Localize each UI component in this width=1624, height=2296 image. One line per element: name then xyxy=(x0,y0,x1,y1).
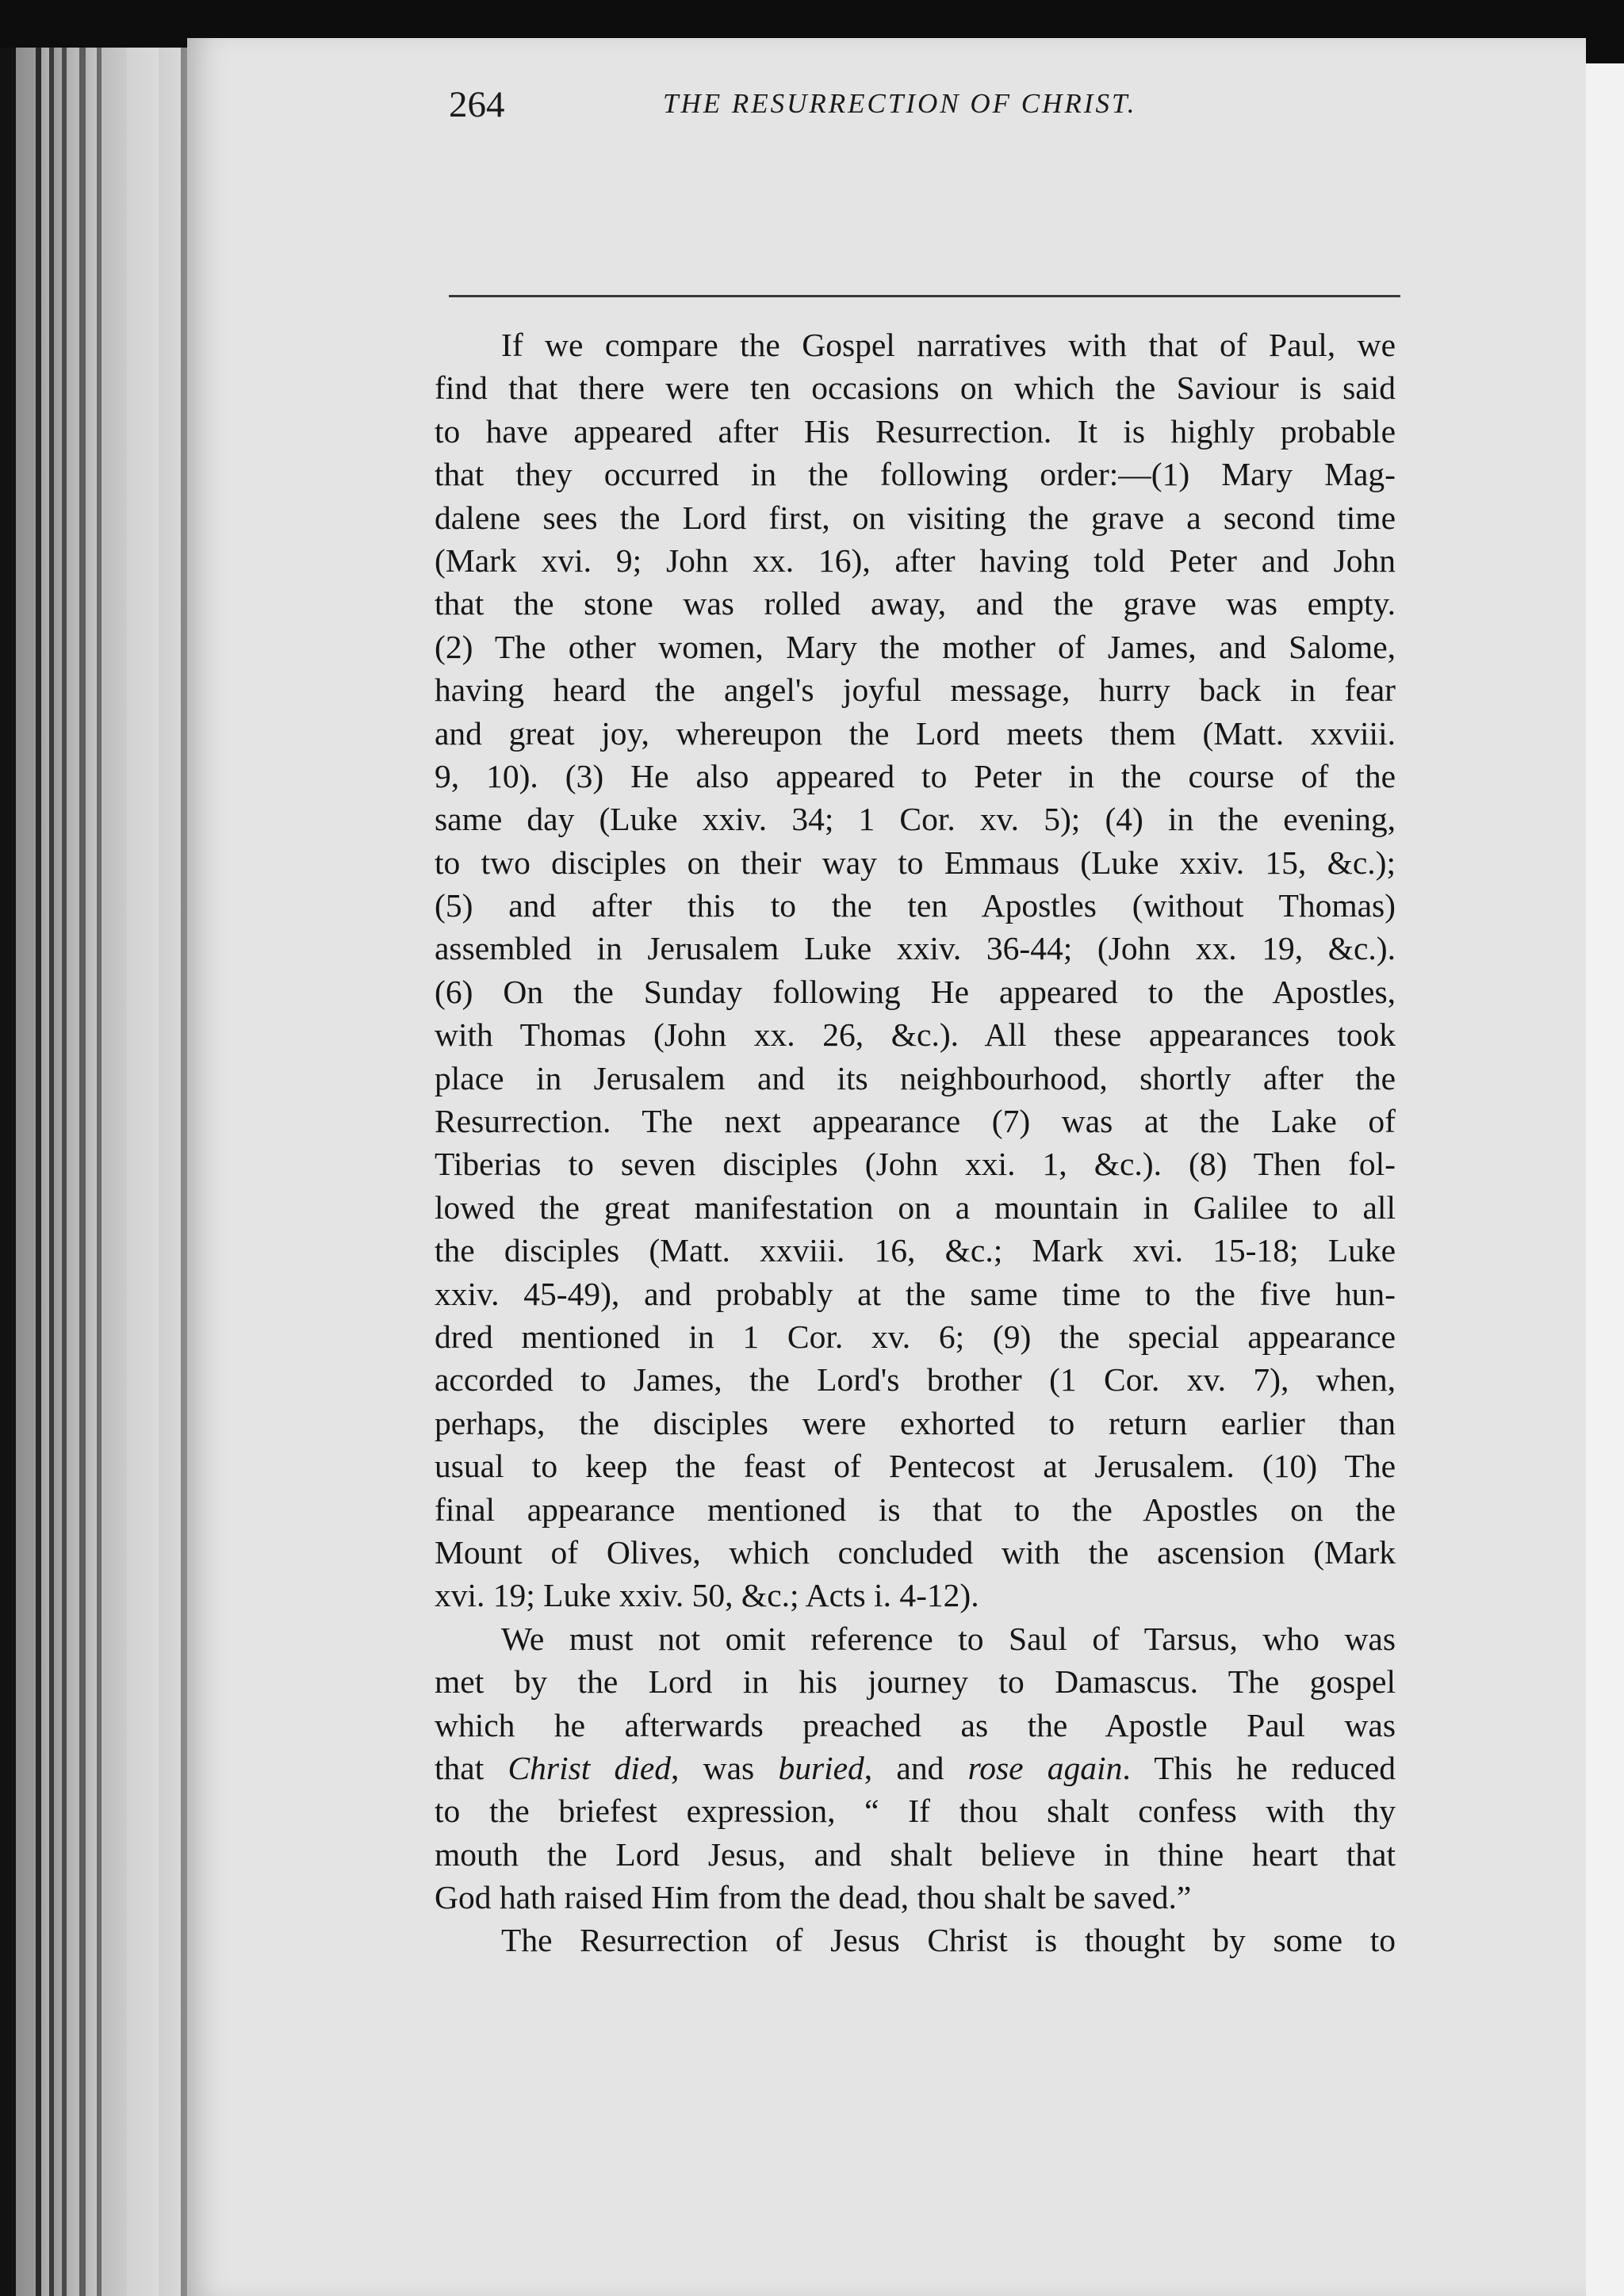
text-run: , was xyxy=(671,1749,779,1786)
text-line: (Mark xvi. 9; John xx. 16), after having told Peter and John xyxy=(435,541,1396,579)
text-line: dred mentioned in 1 Cor. xv. 6; (9) the special appearance xyxy=(435,1318,1396,1355)
text-line: and great joy, whereupon the Lord meets them (Matt. xxviii. xyxy=(435,714,1396,752)
text-line: find that there were ten occasions on which the Saviour is said xyxy=(435,369,1396,407)
text-line: lowed the great manifestation on a mountain in Galilee to all xyxy=(435,1188,1396,1226)
text-line: (6) On the Sunday following He appeared to the Apostles, xyxy=(435,973,1396,1010)
body-text xyxy=(435,323,1396,1962)
text-run: . This he reduced xyxy=(1122,1749,1396,1786)
page-number: 264 xyxy=(449,84,505,125)
running-title: THE RESURRECTION OF CHRIST. xyxy=(663,88,1137,119)
text-line: usual to keep the feast of Pentecost at Jerusalem. (10) The xyxy=(435,1448,1396,1485)
text-line: with Thomas (John xx. 26, &c.). All these appearances took xyxy=(435,1016,1396,1054)
text-line: that they occurred in the following order:—(1) Mary Mag- xyxy=(435,456,1396,493)
text-line: that the stone was rolled away, and the grave was empty. xyxy=(435,585,1396,622)
book-binding-edge xyxy=(0,48,198,2296)
text-line: If we compare the Gospel narratives with that of Paul, we xyxy=(501,327,1396,363)
text-line: Mount of Olives, which concluded with the ascension (Mark xyxy=(435,1533,1396,1571)
text-line: mouth the Lord Jesus, and shalt believe in thine heart that xyxy=(435,1835,1396,1873)
text-line: accorded to James, the Lord's brother (1 Cor. xv. 7), when, xyxy=(435,1361,1396,1399)
text-run: , and xyxy=(864,1749,968,1786)
facing-page-edge xyxy=(1584,63,1624,2296)
text-line: having heard the angel's joyful message, hurry back in fear xyxy=(435,672,1396,709)
italic-buried: buried xyxy=(778,1749,864,1786)
text-line: the disciples (Matt. xxviii. 16, &c.; Mark xvi. 15-18; Luke xyxy=(435,1232,1396,1269)
text-line: The Resurrection of Jesus Christ is thought by some to xyxy=(501,1922,1396,1959)
text-line: met by the Lord in his journey to Damascus. The gospel xyxy=(435,1663,1396,1701)
text-line: to the briefest expression, “ If thou shalt confess with thy xyxy=(435,1793,1396,1830)
text-line: xxiv. 45-49), and probably at the same time to the five hun- xyxy=(435,1275,1396,1312)
text-line: place in Jerusalem and its neighbourhood, shortly after the xyxy=(435,1059,1396,1096)
text-line: Resurrection. The next appearance (7) was at the Lake of xyxy=(435,1103,1396,1140)
paragraph-2 xyxy=(435,1617,1396,1919)
text-line: God hath raised Him from the dead, thou shalt be saved.” xyxy=(435,1879,1192,1916)
text-line: to two disciples on their way to Emmaus (Luke xxiv. 15, &c.); xyxy=(435,844,1396,881)
text-line: perhaps, the disciples were exhorted to return earlier than xyxy=(435,1404,1396,1441)
text-line: which he afterwards preached as the Apostle Paul was xyxy=(435,1706,1396,1743)
text-line: assembled in Jerusalem Luke xxiv. 36-44; (John xx. 19, &c.). xyxy=(435,930,1396,967)
text-line: same day (Luke xxiv. 34; 1 Cor. xv. 5); (4) in the evening, xyxy=(435,801,1396,838)
paragraph-3 xyxy=(435,1919,1396,1961)
italic-christ-died: Christ died xyxy=(508,1749,671,1786)
text-line: final appearance mentioned is that to the Apostles on the xyxy=(435,1490,1396,1528)
italic-rose-again: rose again xyxy=(967,1749,1123,1786)
text-line: (5) and after this to the ten Apostles (without Thomas) xyxy=(435,887,1396,924)
header-rule xyxy=(449,295,1400,297)
text-line: dalene sees the Lord first, on visiting the grave a second time xyxy=(435,499,1396,536)
text-line: Tiberias to seven disciples (John xxi. 1, &c.). (8) Then fol- xyxy=(435,1146,1396,1183)
text-line: xvi. 19; Luke xxiv. 50, &c.; Acts i. 4-12). xyxy=(435,1577,979,1614)
text-line: (2) The other women, Mary the mother of James, and Salome, xyxy=(435,628,1396,665)
text-line: to have appeared after His Resurrection. It is highly probable xyxy=(435,412,1396,450)
text-line: We must not omit reference to Saul of Tarsus, who was xyxy=(501,1620,1396,1657)
text-line-with-italics xyxy=(435,1747,1396,1789)
text-line: 9, 10). (3) He also appeared to Peter in the course of the xyxy=(435,757,1396,794)
paragraph-1 xyxy=(435,323,1396,1617)
text-run: that xyxy=(435,1749,508,1786)
